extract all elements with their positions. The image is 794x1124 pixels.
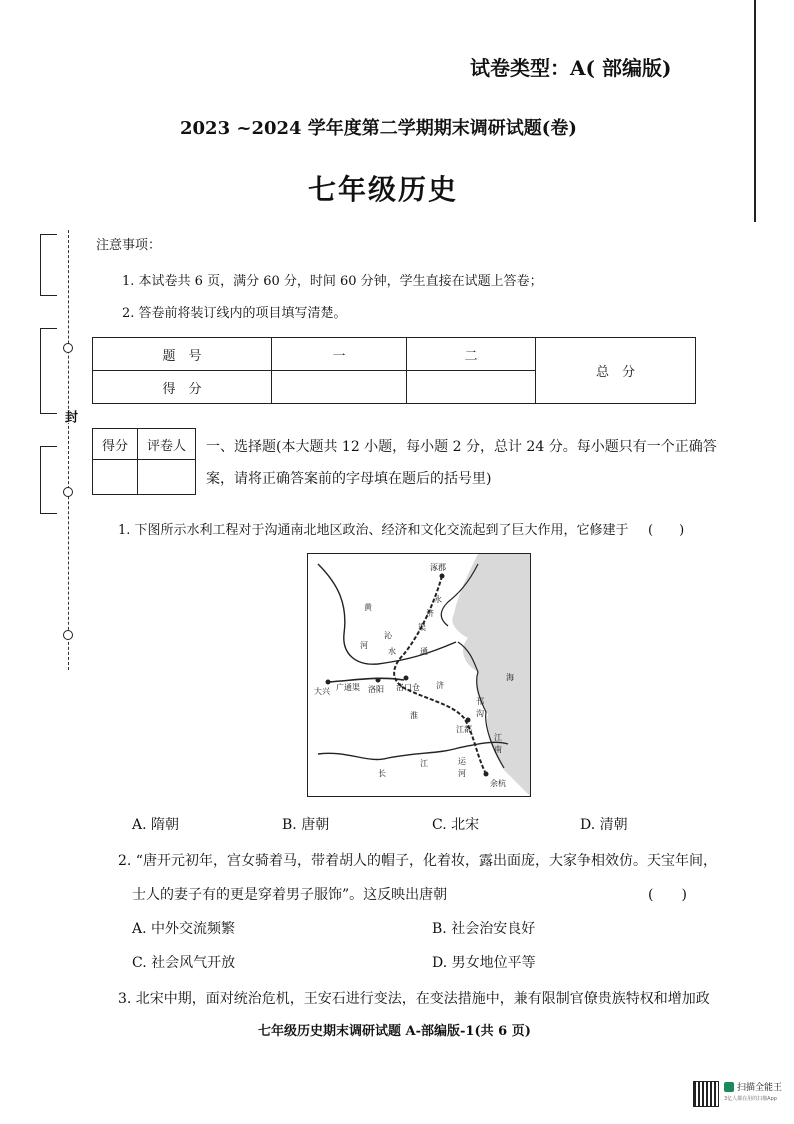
section1-line2: 案，请将正确答案前的字母填在题后的括号里) — [206, 471, 492, 487]
label-ji: 济 — [426, 609, 434, 618]
score-table — [92, 337, 696, 404]
binding-bracket-3 — [40, 446, 57, 514]
label-luoyang: 洛阳 — [368, 685, 384, 694]
label-he2: 河 — [458, 769, 466, 778]
watermark-sub: 3亿人都在用的扫描App — [724, 1096, 777, 1102]
score-table-row2-label: 得 分 — [93, 371, 272, 404]
q2-bracket: ( ) — [648, 887, 687, 903]
q1-stem: 1. 下图所示水利工程对于沟通南北地区政治、经济和文化交流起到了巨大作用，它修建于 — [118, 523, 629, 538]
page-footer: 七年级历史期末调研试题 A-部编版-1(共 6 页) — [258, 1024, 531, 1039]
score-table-total: 总 分 — [536, 338, 696, 404]
city-zhuojun-dot — [440, 574, 445, 579]
label-guangtongqu: 广通渠 — [336, 683, 360, 692]
label-he: 河 — [360, 641, 368, 650]
grader-name-label: 评卷人 — [138, 429, 196, 460]
label-gou: 沟 — [476, 709, 484, 718]
label-daxing: 大兴 — [314, 687, 330, 696]
notice-item-1: 1. 本试卷共 6 页，满分 60 分，时间 60 分钟，学生直接在试题上答卷； — [122, 274, 543, 289]
q2-option-c: C. 社会风气开放 — [132, 955, 236, 971]
q2-option-b: B. 社会治安良好 — [432, 921, 536, 937]
top-right-edge-line — [754, 0, 756, 222]
label-nan: 南 — [494, 745, 502, 754]
binding-hole-1 — [63, 343, 73, 353]
binding-char: 封 — [62, 410, 77, 423]
label-luokoucang: 洛口仓 — [396, 683, 420, 692]
label-yunhe: 运 — [458, 757, 466, 766]
q1-option-b: B. 唐朝 — [282, 817, 330, 833]
city-luokoucang-dot — [404, 676, 409, 681]
grader-score-label: 得分 — [93, 429, 138, 460]
notice-heading: 注意事项： — [96, 238, 162, 253]
label-yong: 永 — [434, 595, 442, 604]
grader-name-cell[interactable] — [138, 460, 196, 495]
grader-box — [92, 428, 196, 495]
binding-hole-2 — [63, 487, 73, 497]
q3-stem: 3. 北宋中期，面对统治危机，王安石进行变法，在变法措施中，兼有限制官僚贵族特权和增加政 — [118, 991, 710, 1007]
q1-option-c: C. 北宋 — [432, 817, 480, 833]
binding-bracket-1 — [40, 234, 57, 296]
grand-canal-map — [307, 553, 531, 797]
paper-type: 试卷类型：A( 部编版) — [470, 56, 672, 80]
q2-stem-line1: 2. “唐开元初年，宫女骑着马，带着胡人的帽子，化着妆，露出面庞，大家争相效仿。天宝年间， — [118, 853, 717, 869]
q2-option-d: D. 男女地位平等 — [432, 955, 536, 971]
label-qu: 渠 — [418, 623, 426, 632]
notice-item-2: 2. 答卷前将装订线内的项目填写清楚。 — [122, 306, 347, 321]
score-table-col2: 二 — [407, 338, 536, 371]
q2-option-a: A. 中外交流频繁 — [132, 921, 236, 937]
q1-option-a: A. 隋朝 — [132, 817, 180, 833]
binding-hole-3 — [63, 630, 73, 640]
binding-bracket-2 — [40, 328, 57, 414]
label-zhuojun: 涿郡 — [430, 563, 446, 572]
city-jiangdu-dot — [466, 718, 471, 723]
city-luoyang-dot — [376, 678, 381, 683]
city-daxing-dot — [326, 680, 331, 685]
label-huai: 淮 — [410, 711, 418, 720]
label-shui: 水 — [388, 647, 396, 656]
score-cell-2[interactable] — [407, 371, 536, 404]
qr-code-icon — [694, 1082, 718, 1106]
section1-line1: 一、选择题(本大题共 12 小题，每小题 2 分，总计 24 分。每小题只有一个正确答 — [206, 439, 717, 455]
score-cell-1[interactable] — [272, 371, 407, 404]
city-yuhang-dot — [484, 772, 489, 777]
map-svg — [308, 554, 530, 796]
q2-stem-line2: 士人的妻子有的更是穿着男子服饰”。这反映出唐朝 — [132, 887, 448, 903]
label-jiangdu: 江都 — [456, 725, 472, 734]
scanner-watermark — [694, 1080, 784, 1110]
label-qin: 沁 — [384, 631, 392, 640]
label-jiang: 江 — [494, 733, 502, 742]
binding-dashed-line — [68, 230, 70, 670]
guangtong-canal — [328, 678, 404, 682]
label-ji2: 济 — [436, 681, 444, 690]
label-chang: 长 — [378, 769, 386, 778]
label-jiang2: 江 — [420, 759, 428, 768]
exam-title: 2023 ~2024 学年度第二学期期末调研试题(卷) — [180, 118, 577, 139]
q1-option-d: D. 清朝 — [580, 817, 628, 833]
yellow-river — [318, 564, 456, 664]
score-table-row1-label: 题 号 — [93, 338, 272, 371]
subject-title: 七年级历史 — [308, 173, 459, 206]
label-hai: 海 — [506, 673, 514, 682]
label-yuhang: 余杭 — [490, 779, 506, 788]
label-bian: 邗 — [476, 697, 484, 706]
score-table-col1: 一 — [272, 338, 407, 371]
label-huang: 黄 — [364, 603, 372, 612]
grader-score-cell[interactable] — [93, 460, 138, 495]
cs-logo-icon — [724, 1082, 734, 1092]
label-tong: 通 — [420, 647, 428, 656]
watermark-brand: 扫描全能王 — [737, 1083, 783, 1093]
q1-bracket: ( ) — [648, 523, 685, 538]
